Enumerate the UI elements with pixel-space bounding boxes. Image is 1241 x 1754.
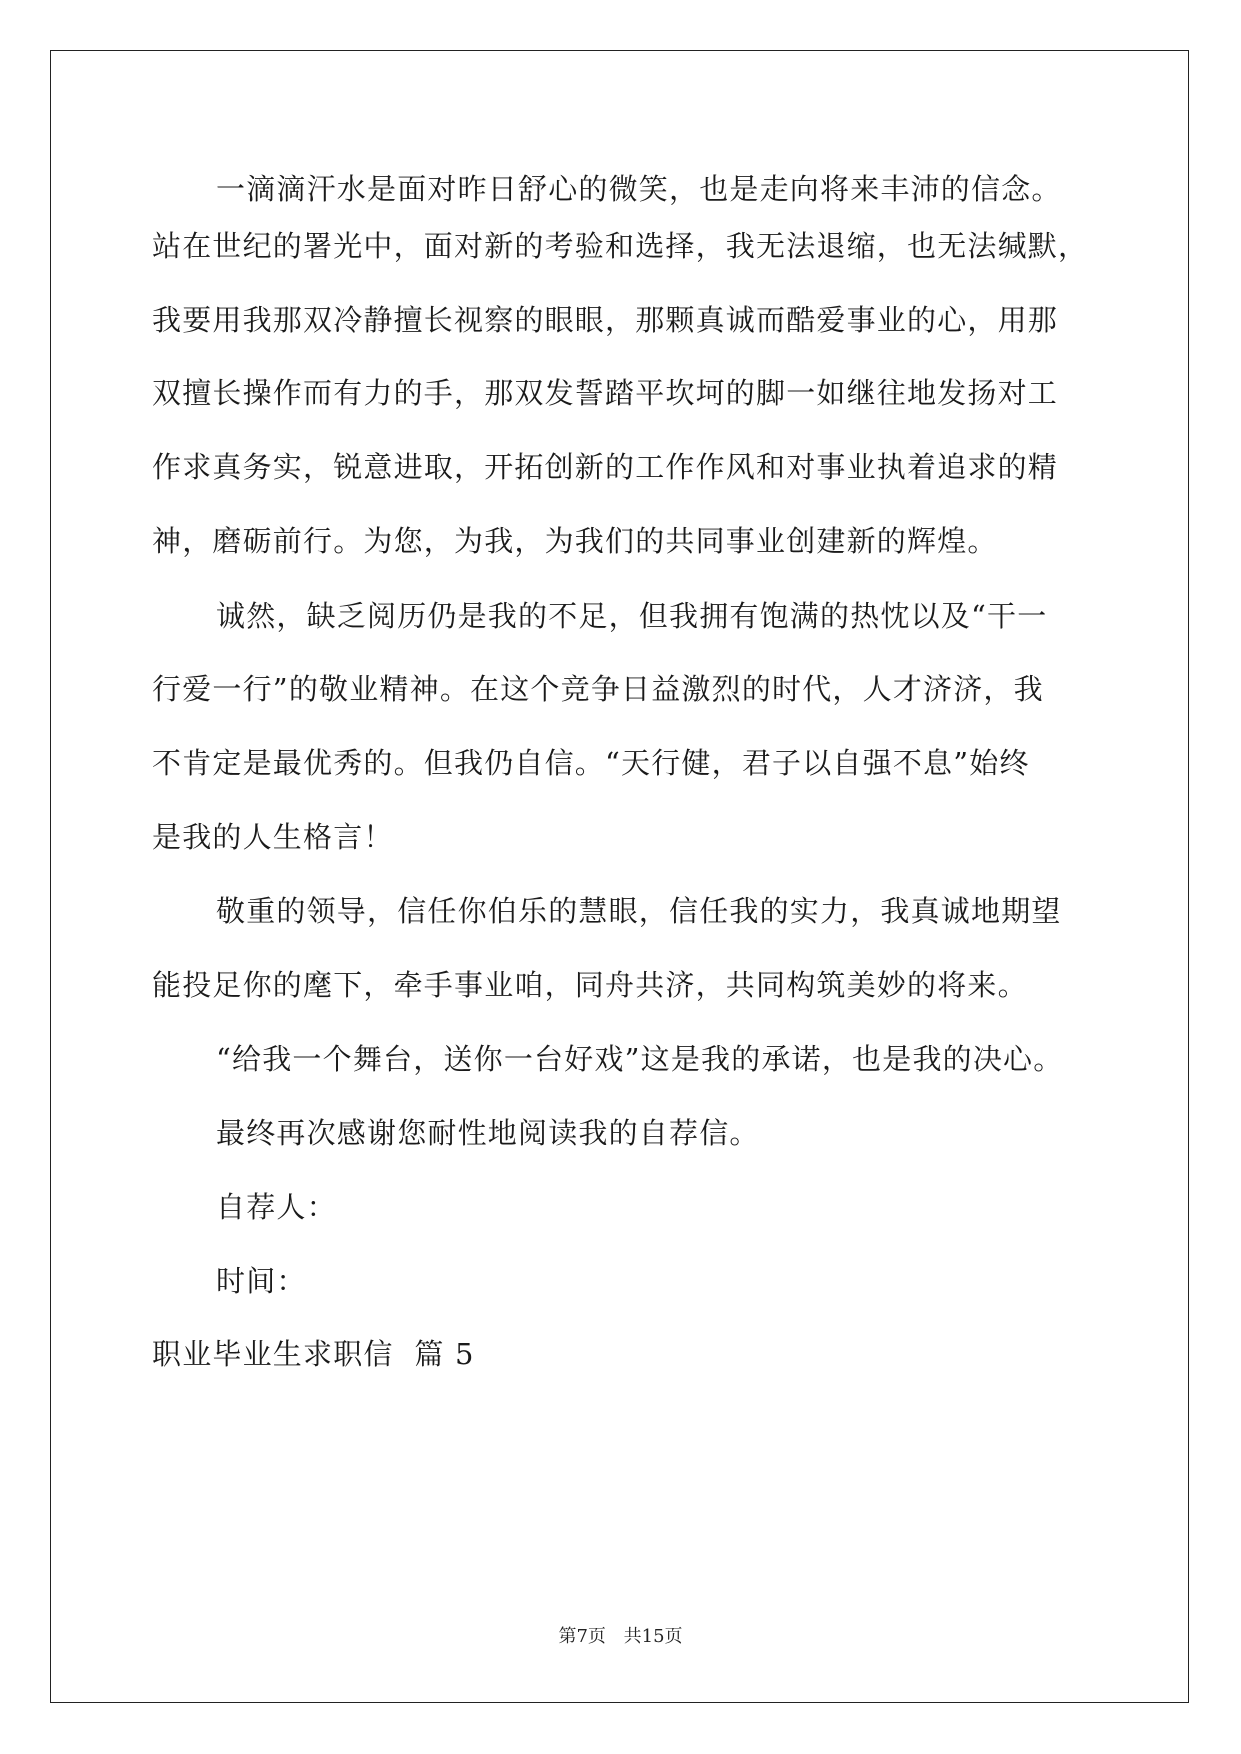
text-line: 站在世纪的署光中，面对新的考验和选择，我无法退缩，也无法缄默， [152, 229, 1089, 263]
text-line: 我要用我那双冷静擅长视察的眼眼，那颗真诚而酷爱事业的心，用那 [152, 303, 1059, 337]
text-line: 神，磨砺前行。为您，为我，为我们的共同事业创建新的辉煌。 [152, 524, 998, 558]
section-heading: 职业毕业生求职信 篇 5 [152, 1337, 475, 1371]
text-line: 不肯定是最优秀的。但我仍自信。“天行健，君子以自强不息”始终 [152, 746, 1030, 780]
text-line: 是我的人生格言！ [152, 820, 394, 854]
text-line: 诚然，缺乏阅历仍是我的不足，但我拥有饱满的热忱以及“干一 [216, 599, 1048, 633]
date-label: 时间： [216, 1264, 307, 1298]
text-line: 一滴滴汗水是面对昨日舒心的微笑，也是走向将来丰沛的信念。 [216, 172, 1062, 206]
text-line: 作求真务实，锐意进取，开拓创新的工作作风和对事业执着追求的精 [152, 450, 1059, 484]
text-line: 双擅长操作而有力的手，那双发誓踏平坎坷的脚一如继往地发扬对工 [152, 376, 1059, 410]
text-line: 行爱一行”的敬业精神。在这个竞争日益激烈的时代，人才济济，我 [152, 672, 1044, 706]
page-border [50, 50, 1189, 1703]
text-line: 能投足你的麾下，牵手事业咱，同舟共济，共同构筑美妙的将来。 [152, 968, 1028, 1002]
page-footer [0, 1622, 1241, 1648]
text-line: 敬重的领导，信任你伯乐的慧眼，信任我的实力，我真诚地期望 [216, 894, 1062, 928]
text-line: “给我一个舞台，送你一台好戏”这是我的承诺，也是我的决心。 [216, 1042, 1064, 1076]
page-number: 第7页 [558, 1626, 606, 1647]
text-line: 最终再次感谢您耐性地阅读我的自荐信。 [216, 1116, 760, 1150]
signature-label: 自荐人： [216, 1190, 337, 1224]
page-total: 共15页 [623, 1626, 683, 1647]
